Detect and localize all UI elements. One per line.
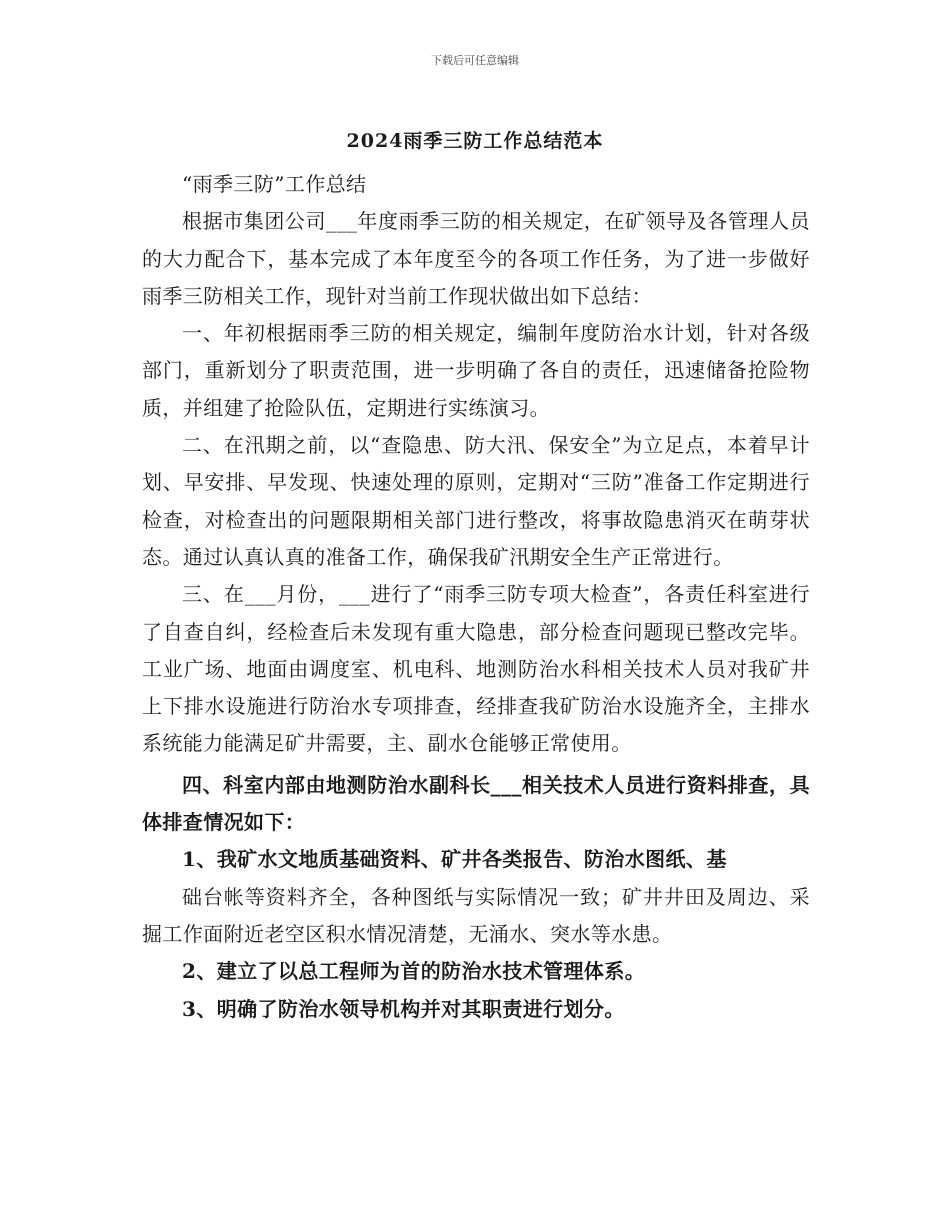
paragraph: 三、在___月份，___进行了“雨季三防专项大检查”，各责任科室进行了自查自纠，经检查后未发现有重大隐患，部分检查问题现已整改完毕。工业广场、地面由调度室、机电科、地测防治水科相关技术人员对我矿井上下排水设施进行防治水专项排查，经排查我矿防治水设施齐全，主排水系统能力能满足矿井需要，主、副水仓能够正常使用。 (142, 582, 810, 756)
paragraph: “雨季三防”工作总结 (182, 172, 367, 196)
paragraph: 1、我矿水文地质基础资料、矿井各类报告、防治水图纸、基 (182, 847, 727, 872)
paragraph: 础台帐等资料齐全，各种图纸与实际情况一致；矿井井田及周边、采掘工作面附近老空区积水情况清楚，无涌水、突水等水患。 (142, 884, 810, 946)
paragraph: 一、年初根据雨季三防的相关规定，编制年度防治水计划，针对各级部门，重新划分了职责范围，进一步明确了各自的责任，迅速储备抢险物质，并组建了抢险队伍，定期进行实练演习。 (142, 321, 810, 420)
paragraph: 3、明确了防治水领导机构并对其职责进行划分。 (182, 996, 625, 1021)
document-body (142, 166, 810, 1028)
paragraph: 2、建立了以总工程师为首的防治水技术管理体系。 (182, 959, 646, 984)
page-header: 下载后可任意编辑 (431, 54, 519, 67)
paragraph: 二、在汛期之前，以“查隐患、防大汛、保安全”为立足点，本着早计划、早安排、早发现、快速处理的原则，定期对“三防”准备工作定期进行检查，对检查出的问题限期相关部门进行整改，将事故隐患消灭在萌芽状态。通过认真认真的准备工作，确保我矿汛期安全生产正常进行。 (142, 433, 810, 569)
document-title: 2024雨季三防工作总结范本 (346, 130, 604, 152)
paragraph: 四、科室内部由地测防治水副科长___相关技术人员进行资料排查，具体排查情况如下： (142, 772, 810, 835)
paragraph: 根据市集团公司___年度雨季三防的相关规定，在矿领导及各管理人员的大力配合下，基本完成了本年度至今的各项工作任务，为了进一步做好雨季三防相关工作，现针对当前工作现状做出如下总结： (142, 209, 810, 308)
